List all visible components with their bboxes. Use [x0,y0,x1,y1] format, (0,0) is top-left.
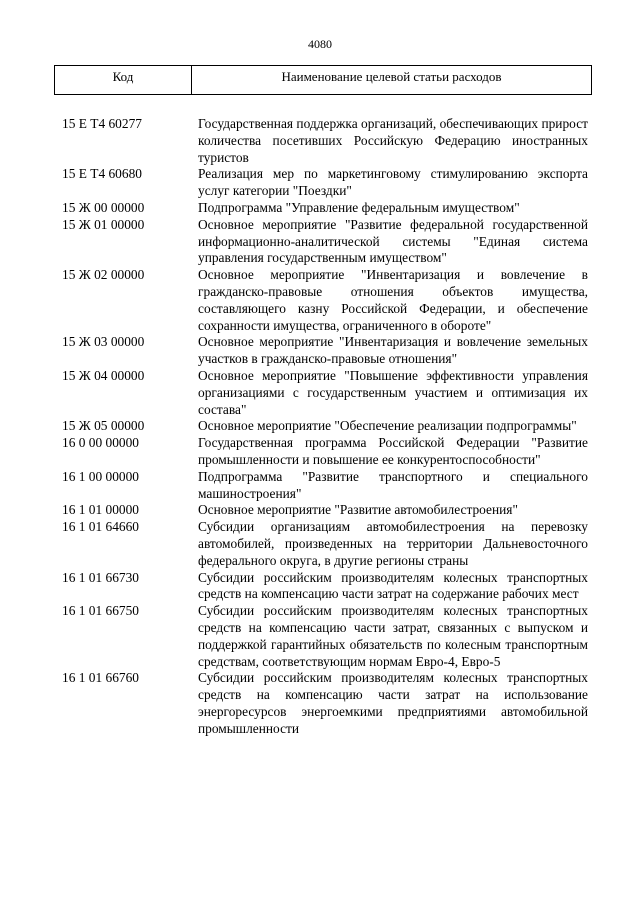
row-code: 16 1 01 64660 [62,519,139,535]
page-number: 4080 [308,37,332,51]
table-row [62,670,588,737]
row-name: Основное мероприятие "Развитие федеральной государственной информационно-аналитической системы "Единая система управления государственным имуществом" [198,216,588,266]
row-code: 15 Ж 02 00000 [62,267,145,283]
row-code: 16 1 00 00000 [62,468,139,484]
row-code: 15 Ж 04 00000 [62,367,145,383]
row-code: 16 0 00 00000 [62,435,139,451]
row-name: Подпрограмма "Управление федеральным имуществом" [198,199,520,215]
row-code: 16 1 01 66730 [62,569,139,585]
row-code: 16 1 01 66750 [62,603,139,619]
table-row [62,368,588,418]
row-code: 15 Ж 01 00000 [62,216,145,232]
row-name: Основное мероприятие "Инвентаризация и вовлечение земельных участков в гражданско-правовые отношения" [198,334,588,367]
row-name: Основное мероприятие "Повышение эффективности управления организациями с государственным участием и оптимизация их состава" [198,367,588,417]
table-row [62,603,588,670]
row-name: Основное мероприятие "Развитие автомобилестроения" [198,502,518,518]
table-row [62,217,588,267]
row-code: 15 Ж 03 00000 [62,334,145,350]
table-row [62,200,588,217]
table-row [62,116,588,166]
table-row [62,334,588,368]
column-header-name: Наименование целевой статьи расходов [281,69,502,84]
row-code: 15 Ж 05 00000 [62,418,145,434]
row-name: Основное мероприятие "Обеспечение реализации подпрограммы" [198,418,577,434]
row-name: Государственная поддержка организаций, обеспечивающих прирост количества посетивших Российскую Федерацию иностранных туристов [198,116,588,165]
row-name: Субсидии организациям автомобилестроения на перевозку автомобилей, произведенных на территории Дальневосточного федерального округа, в другие регионы страны [198,519,588,568]
table-row [62,502,588,519]
table-row [62,166,588,200]
table-row [62,519,588,569]
expense-items-list [62,116,588,737]
row-code: 16 1 01 66760 [62,670,139,686]
row-code: 16 1 01 00000 [62,502,139,518]
row-name: Реализация мер по маркетинговому стимулированию экспорта услуг категории "Поездки" [198,166,588,199]
row-code: 15 Е Т4 60277 [62,116,142,131]
column-header-code: Код [55,66,192,94]
row-name: Основное мероприятие "Инвентаризация и вовлечение в гражданско-правовые отношения объектов имущества, составляющего казну Российской Федерации, и обеспечение сохранности имущества, ограниченного в обороте" [198,267,588,333]
table-row [62,570,588,604]
row-name: Субсидии российским производителям колесных транспортных средств на компенсацию части затрат на содержание рабочих мест [198,569,588,602]
row-name: Подпрограмма "Развитие транспортного и специального машиностроения" [198,468,588,501]
row-name: Субсидии российским производителям колесных транспортных средств на компенсацию части затрат на использование энергоресурсов энергоемкими предприятиями автомобильной промышленности [198,670,588,736]
row-name: Государственная программа Российской Федерации "Развитие промышленности и повышение ее конкурентоспособности" [198,435,588,467]
row-name: Субсидии российским производителям колесных транспортных средств на компенсацию части затрат, связанных с выпуском и поддержкой гарантийных обязательств по колесным транспортным средствам, соответствующим нормам Евро-4, Евро-5 [198,603,588,669]
table-row [62,469,588,503]
table-row [62,418,588,435]
table-row [62,435,588,469]
table-header [54,65,592,95]
row-code: 15 Е Т4 60680 [62,166,142,182]
row-code: 15 Ж 00 00000 [62,199,145,215]
table-row [62,267,588,334]
